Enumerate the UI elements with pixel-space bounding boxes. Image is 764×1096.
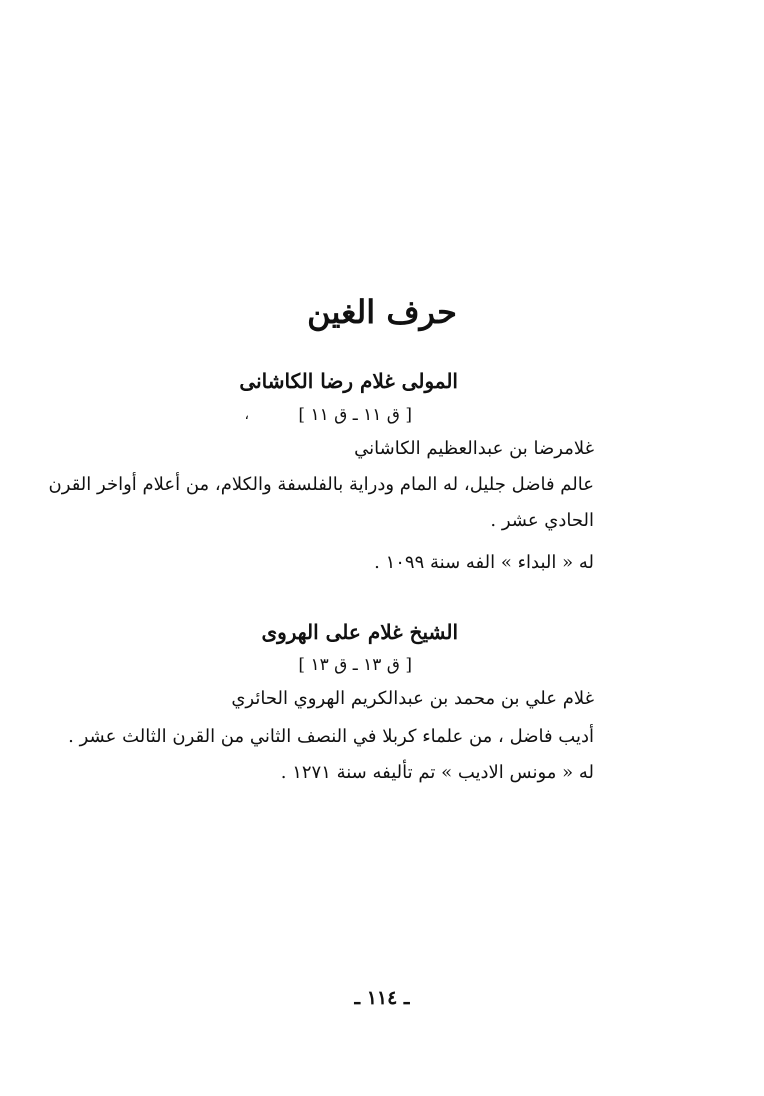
entry-name: غلامرضا بن عبدالعظيم الكاشاني xyxy=(354,438,594,459)
entry-description: أديب فاضل ، من علماء كربلا في النصف الثاني من القرن الثالث عشر . xyxy=(68,726,594,747)
entry-name: غلام علي بن محمد بن عبدالكريم الهروي الحائري xyxy=(231,688,594,709)
stray-mark: ، xyxy=(244,407,249,423)
entry-work: له « البداء » الفه سنة ١٠٩٩ . xyxy=(374,552,594,573)
entry-work: له « مونس الاديب » تم تأليفه سنة ١٢٧١ . xyxy=(280,762,594,783)
entry-heading: الشيخ غلام على الهروى xyxy=(261,620,458,644)
entry-dates: [ ق ١٣ ـ ق ١٣ ] xyxy=(298,655,412,675)
entry-heading: المولى غلام رضا الكاشانى xyxy=(239,369,458,393)
chapter-title: حرف الغين xyxy=(307,293,457,331)
page-number: ـ ١١٤ ـ xyxy=(354,987,410,1009)
entry-description-cont: الحادي عشر . xyxy=(490,510,594,531)
entry-dates: [ ق ١١ ـ ق ١١ ] xyxy=(298,405,412,425)
entry-description: عالم فاضل جليل، له المام ودراية بالفلسفة والكلام، من أعلام أواخر القرن xyxy=(48,474,594,495)
